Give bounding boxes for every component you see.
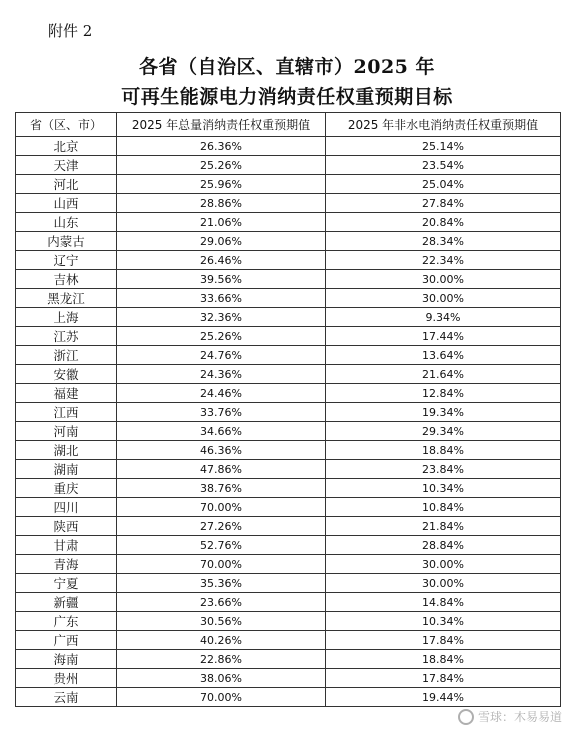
cell-total-weight: 40.26% — [117, 631, 326, 650]
cell-total-weight: 35.36% — [117, 574, 326, 593]
cell-total-weight: 26.46% — [117, 251, 326, 270]
cell-non-hydro-weight: 19.44% — [326, 688, 561, 707]
cell-total-weight: 38.76% — [117, 479, 326, 498]
table-row — [16, 365, 561, 384]
cell-province: 青海 — [16, 555, 117, 574]
header-province: 省（区、市） — [16, 113, 117, 137]
cell-province: 河北 — [16, 175, 117, 194]
cell-total-weight: 52.76% — [117, 536, 326, 555]
cell-province: 河南 — [16, 422, 117, 441]
cell-non-hydro-weight: 23.84% — [326, 460, 561, 479]
table-row — [16, 555, 561, 574]
table-body — [16, 137, 561, 707]
cell-province: 甘肃 — [16, 536, 117, 555]
cell-non-hydro-weight: 17.84% — [326, 669, 561, 688]
cell-province: 山西 — [16, 194, 117, 213]
cell-non-hydro-weight: 17.84% — [326, 631, 561, 650]
cell-total-weight: 34.66% — [117, 422, 326, 441]
table-row — [16, 574, 561, 593]
header-total-weight: 2025 年总量消纳责任权重预期值 — [117, 113, 326, 137]
cell-total-weight: 33.76% — [117, 403, 326, 422]
cell-total-weight: 25.26% — [117, 156, 326, 175]
document-title-line2: 可再生能源电力消纳责任权重预期目标 — [121, 86, 453, 108]
header-non-hydro-weight: 2025 年非水电消纳责任权重预期值 — [326, 113, 561, 137]
weights-table — [15, 112, 561, 707]
cell-province: 四川 — [16, 498, 117, 517]
cell-province: 陕西 — [16, 517, 117, 536]
cell-total-weight: 29.06% — [117, 232, 326, 251]
table-row — [16, 346, 561, 365]
cell-non-hydro-weight: 22.34% — [326, 251, 561, 270]
cell-total-weight: 25.26% — [117, 327, 326, 346]
cell-non-hydro-weight: 10.34% — [326, 479, 561, 498]
snowball-logo-icon — [458, 709, 474, 725]
table-row — [16, 251, 561, 270]
cell-non-hydro-weight: 25.04% — [326, 175, 561, 194]
table-row — [16, 593, 561, 612]
cell-province: 福建 — [16, 384, 117, 403]
cell-non-hydro-weight: 9.34% — [326, 308, 561, 327]
cell-non-hydro-weight: 21.84% — [326, 517, 561, 536]
cell-non-hydro-weight: 23.54% — [326, 156, 561, 175]
cell-non-hydro-weight: 29.34% — [326, 422, 561, 441]
cell-province: 江苏 — [16, 327, 117, 346]
cell-total-weight: 24.46% — [117, 384, 326, 403]
cell-province: 宁夏 — [16, 574, 117, 593]
cell-total-weight: 22.86% — [117, 650, 326, 669]
cell-province: 湖北 — [16, 441, 117, 460]
table-row — [16, 232, 561, 251]
cell-province: 黑龙江 — [16, 289, 117, 308]
table-header-row — [16, 113, 561, 137]
cell-total-weight: 26.36% — [117, 137, 326, 156]
table-row — [16, 536, 561, 555]
watermark — [458, 708, 562, 725]
cell-total-weight: 70.00% — [117, 555, 326, 574]
cell-province: 吉林 — [16, 270, 117, 289]
cell-non-hydro-weight: 30.00% — [326, 270, 561, 289]
table-row — [16, 422, 561, 441]
table-row — [16, 612, 561, 631]
cell-total-weight: 32.36% — [117, 308, 326, 327]
cell-non-hydro-weight: 18.84% — [326, 441, 561, 460]
cell-non-hydro-weight: 10.34% — [326, 612, 561, 631]
cell-total-weight: 21.06% — [117, 213, 326, 232]
cell-province: 内蒙古 — [16, 232, 117, 251]
cell-non-hydro-weight: 12.84% — [326, 384, 561, 403]
table-row — [16, 460, 561, 479]
cell-total-weight: 24.36% — [117, 365, 326, 384]
cell-total-weight: 39.56% — [117, 270, 326, 289]
cell-province: 浙江 — [16, 346, 117, 365]
cell-total-weight: 30.56% — [117, 612, 326, 631]
table-row — [16, 175, 561, 194]
cell-total-weight: 33.66% — [117, 289, 326, 308]
cell-non-hydro-weight: 27.84% — [326, 194, 561, 213]
cell-province: 重庆 — [16, 479, 117, 498]
cell-non-hydro-weight: 25.14% — [326, 137, 561, 156]
cell-total-weight: 70.00% — [117, 688, 326, 707]
table-row — [16, 688, 561, 707]
cell-total-weight: 27.26% — [117, 517, 326, 536]
cell-total-weight: 25.96% — [117, 175, 326, 194]
cell-non-hydro-weight: 17.44% — [326, 327, 561, 346]
table-row — [16, 327, 561, 346]
table-row — [16, 479, 561, 498]
cell-non-hydro-weight: 21.64% — [326, 365, 561, 384]
cell-non-hydro-weight: 18.84% — [326, 650, 561, 669]
cell-non-hydro-weight: 14.84% — [326, 593, 561, 612]
cell-non-hydro-weight: 28.34% — [326, 232, 561, 251]
cell-non-hydro-weight: 30.00% — [326, 574, 561, 593]
table-row — [16, 517, 561, 536]
watermark-text: 雪球：木易易道 — [477, 710, 562, 724]
table-row — [16, 213, 561, 232]
cell-province: 广西 — [16, 631, 117, 650]
cell-non-hydro-weight: 10.84% — [326, 498, 561, 517]
cell-total-weight: 46.36% — [117, 441, 326, 460]
table-row — [16, 441, 561, 460]
cell-province: 湖南 — [16, 460, 117, 479]
document-title-line1: 各省（自治区、直辖市）2025 年 — [139, 56, 435, 78]
cell-non-hydro-weight: 20.84% — [326, 213, 561, 232]
cell-province: 上海 — [16, 308, 117, 327]
cell-province: 辽宁 — [16, 251, 117, 270]
cell-total-weight: 70.00% — [117, 498, 326, 517]
table-row — [16, 156, 561, 175]
cell-total-weight: 38.06% — [117, 669, 326, 688]
cell-total-weight: 47.86% — [117, 460, 326, 479]
table-row — [16, 384, 561, 403]
cell-province: 新疆 — [16, 593, 117, 612]
table-row — [16, 194, 561, 213]
table-row — [16, 631, 561, 650]
cell-province: 北京 — [16, 137, 117, 156]
cell-non-hydro-weight: 19.34% — [326, 403, 561, 422]
table-row — [16, 270, 561, 289]
cell-province: 江西 — [16, 403, 117, 422]
table-row — [16, 669, 561, 688]
table-row — [16, 137, 561, 156]
cell-province: 安徽 — [16, 365, 117, 384]
cell-total-weight: 28.86% — [117, 194, 326, 213]
cell-total-weight: 23.66% — [117, 593, 326, 612]
table-row — [16, 308, 561, 327]
table-row — [16, 403, 561, 422]
cell-non-hydro-weight: 30.00% — [326, 289, 561, 308]
cell-non-hydro-weight: 28.84% — [326, 536, 561, 555]
table-row — [16, 289, 561, 308]
cell-province: 山东 — [16, 213, 117, 232]
table-row — [16, 650, 561, 669]
cell-non-hydro-weight: 30.00% — [326, 555, 561, 574]
cell-province: 海南 — [16, 650, 117, 669]
cell-province: 云南 — [16, 688, 117, 707]
attachment-label: 附件 2 — [48, 22, 93, 40]
cell-non-hydro-weight: 13.64% — [326, 346, 561, 365]
table-row — [16, 498, 561, 517]
cell-province: 广东 — [16, 612, 117, 631]
cell-province: 天津 — [16, 156, 117, 175]
cell-province: 贵州 — [16, 669, 117, 688]
cell-total-weight: 24.76% — [117, 346, 326, 365]
